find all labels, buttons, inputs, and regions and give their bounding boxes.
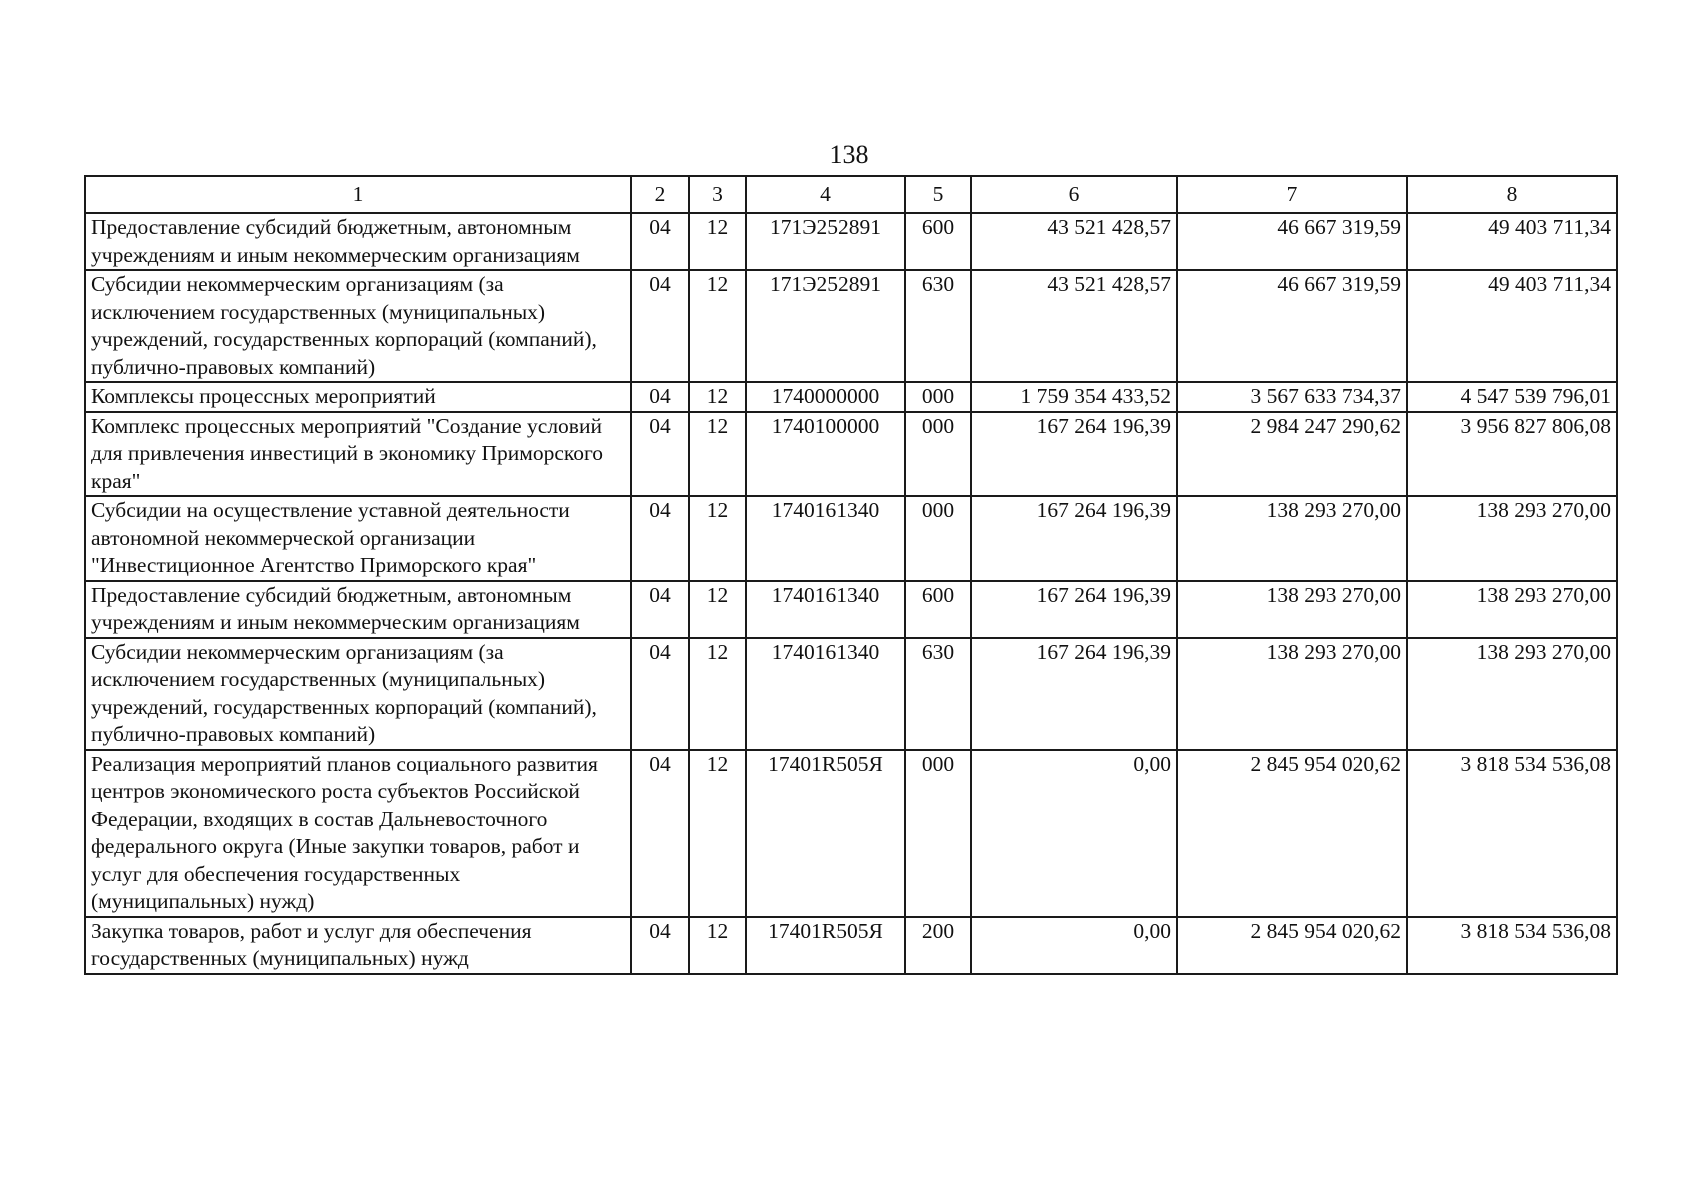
column-header-4: 4 [746,176,905,213]
row-subsection: 12 [689,213,746,270]
row-subsection: 12 [689,496,746,581]
table-row [85,496,1617,581]
row-amount-8: 49 403 711,34 [1407,213,1617,270]
row-amount-8: 49 403 711,34 [1407,270,1617,382]
row-subsection: 12 [689,750,746,917]
row-amount-7: 2 845 954 020,62 [1177,917,1407,974]
row-name: Субсидии некоммерческим организациям (за исключением государственных (муниципальных) учреждений, государственных корпораций (компаний), публично-правовых компаний) [85,638,631,750]
row-amount-6: 0,00 [971,917,1177,974]
row-expense-type: 630 [905,270,971,382]
column-header-6: 6 [971,176,1177,213]
row-amount-6: 167 264 196,39 [971,581,1177,638]
row-expense-type: 600 [905,581,971,638]
row-section: 04 [631,581,689,638]
row-amount-8: 3 956 827 806,08 [1407,412,1617,497]
column-number-row [85,176,1617,213]
row-target-code: 1740100000 [746,412,905,497]
table-row [85,382,1617,412]
row-expense-type: 000 [905,412,971,497]
row-name: Комплекс процессных мероприятий "Создание условий для привлечения инвестиций в экономику Приморского края" [85,412,631,497]
row-amount-8: 138 293 270,00 [1407,581,1617,638]
row-amount-7: 138 293 270,00 [1177,581,1407,638]
row-amount-8: 138 293 270,00 [1407,496,1617,581]
row-amount-7: 2 845 954 020,62 [1177,750,1407,917]
row-subsection: 12 [689,412,746,497]
row-section: 04 [631,382,689,412]
row-section: 04 [631,750,689,917]
row-name: Субсидии некоммерческим организациям (за исключением государственных (муниципальных) учреждений, государственных корпораций (компаний), публично-правовых компаний) [85,270,631,382]
row-name: Предоставление субсидий бюджетным, автономным учреждениям и иным некоммерческим организациям [85,213,631,270]
column-header-5: 5 [905,176,971,213]
row-name: Комплексы процессных мероприятий [85,382,631,412]
row-section: 04 [631,412,689,497]
row-target-code: 1740000000 [746,382,905,412]
row-amount-7: 3 567 633 734,37 [1177,382,1407,412]
row-amount-8: 4 547 539 796,01 [1407,382,1617,412]
row-amount-6: 43 521 428,57 [971,270,1177,382]
table-row [85,412,1617,497]
row-amount-7: 46 667 319,59 [1177,213,1407,270]
row-amount-7: 46 667 319,59 [1177,270,1407,382]
row-subsection: 12 [689,917,746,974]
column-header-8: 8 [1407,176,1617,213]
table-row [85,581,1617,638]
row-amount-7: 138 293 270,00 [1177,496,1407,581]
row-target-code: 1740161340 [746,581,905,638]
budget-table [84,175,1618,975]
row-amount-7: 2 984 247 290,62 [1177,412,1407,497]
row-amount-6: 1 759 354 433,52 [971,382,1177,412]
row-name: Предоставление субсидий бюджетным, автономным учреждениям и иным некоммерческим организациям [85,581,631,638]
row-section: 04 [631,638,689,750]
column-header-2: 2 [631,176,689,213]
table-row [85,750,1617,917]
row-target-code: 17401R505Я [746,917,905,974]
column-header-7: 7 [1177,176,1407,213]
row-expense-type: 600 [905,213,971,270]
row-subsection: 12 [689,581,746,638]
row-section: 04 [631,496,689,581]
row-amount-7: 138 293 270,00 [1177,638,1407,750]
column-header-1: 1 [85,176,631,213]
row-target-code: 171Э252891 [746,213,905,270]
row-section: 04 [631,270,689,382]
row-target-code: 1740161340 [746,496,905,581]
table-row [85,638,1617,750]
row-section: 04 [631,213,689,270]
row-name: Закупка товаров, работ и услуг для обеспечения государственных (муниципальных) нужд [85,917,631,974]
row-amount-6: 167 264 196,39 [971,496,1177,581]
page-number: 138 [829,140,869,169]
row-amount-6: 0,00 [971,750,1177,917]
row-target-code: 1740161340 [746,638,905,750]
row-target-code: 17401R505Я [746,750,905,917]
table-row [85,213,1617,270]
row-amount-6: 167 264 196,39 [971,638,1177,750]
row-amount-6: 167 264 196,39 [971,412,1177,497]
row-name: Реализация мероприятий планов социального развития центров экономического роста субъектов Российской Федерации, входящих в состав Дальневосточного федерального округа (Иные закупки товаров, работ и услуг для обеспечения государственных (муниципальных) нужд) [85,750,631,917]
row-section: 04 [631,917,689,974]
row-expense-type: 000 [905,750,971,917]
row-expense-type: 200 [905,917,971,974]
row-name: Субсидии на осуществление уставной деятельности автономной некоммерческой организации "Инвестиционное Агентство Приморского края" [85,496,631,581]
row-expense-type: 000 [905,382,971,412]
column-header-3: 3 [689,176,746,213]
row-amount-8: 3 818 534 536,08 [1407,750,1617,917]
row-expense-type: 630 [905,638,971,750]
row-subsection: 12 [689,638,746,750]
table-row [85,917,1617,974]
row-target-code: 171Э252891 [746,270,905,382]
row-subsection: 12 [689,382,746,412]
table-row [85,270,1617,382]
row-expense-type: 000 [905,496,971,581]
row-amount-8: 138 293 270,00 [1407,638,1617,750]
row-amount-6: 43 521 428,57 [971,213,1177,270]
row-amount-8: 3 818 534 536,08 [1407,917,1617,974]
row-subsection: 12 [689,270,746,382]
